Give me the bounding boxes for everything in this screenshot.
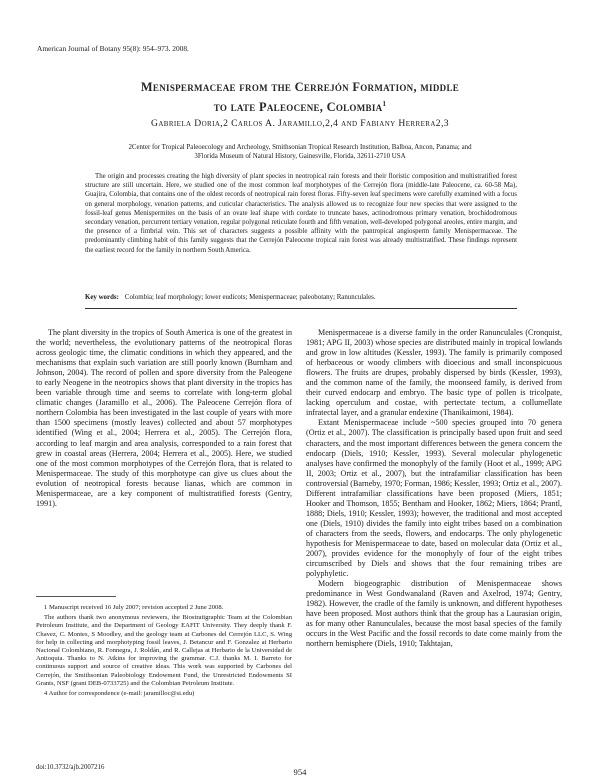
keywords-list: Colombia; leaf morphology; lower eudicots; Menispermaceae; paleobotany; Ranunculales. [124,294,376,301]
footnote-manuscript: 1 Manuscript received 16 July 2007; revision accepted 2 June 2008. [44,604,224,611]
affiliation-1: 2Center for Tropical Paleoecology and Archeology, Smithsonian Tropical Research Institution, Balboa, Ancon, Panama; and [128,144,472,151]
footnote-correspondence: 4 Author for correspondence (e-mail: jaramilloc@si.edu) [44,690,195,698]
article-title [60,79,540,116]
body-paragraph-2: Extant Menispermaceae include ~500 species grouped into 70 genera (Ortiz et al., 2007). The classification is principally based upon fruit and seed characters, and the most important differences between the genera concern the endocarp (Diels, 1910; Kessler, 1993). Several molecular phylogenetic analyses have confirmed the monophyly of the family (Hoot et al., 1999; APG II, 2003; Ortiz et al., 2007), but the intrafamiliar classification has been controversial (Barneby, 1970; Forman, 1986; Kessler, 1993; Ortiz et al., 2007). Different intrafamiliar classifications have been proposed (Miers, 1851; Hooker and Thomson, 1855; Bentham and Hooker, 1862; Miers, 1864; Prantl, 1888; Diels, 1910; Kessler, 1993); however, the traditional and most accepted one (Diels, 1910) divides the family into eight tribes based on a combination of characters from the seeds, flowers, and endocarps. The only phylogenetic hypothesis for Menispermaceae to date, based on molecular data (Ortiz et al., 2007), provides evidence for the monophyly of four of the eight tribes circumscribed by Diels and shows that the four remaining tribes are polyphyletic. [306,418,562,579]
doi: doi:10.3732/ajb.2007216 [36,764,105,771]
title-line-2-text: to late Paleocene, Colombia [213,100,383,115]
keywords-label: Key words: [85,294,119,301]
body-paragraph-1: Menispermaceae is a diverse family in the order Ranunculales (Cronquist, 1981; APG II, 2003) whose species are distributed mainly in tropical lowlands and grow in low altitudes (Kessler, 1993). The family is primarily composed of herbaceous or woody climbers with dioecious and small inconspicuous flowers. The fruits are drupes, probably dispersed by birds (Kessler, 1993), and the common name of the family, the moonseed family, is derived from their curved endocarp and embryo. The basic type of pollen is tricolpate, lacking operculum and costae, with pertectate tectum, a collumellate infratectal layer, and a granular endexine (Thanikaimoni, 1984). [306,328,562,418]
intro-paragraph-1: The plant diversity in the tropics of South America is one of the greatest in the world; nevertheless, the evolutionary patterns of the neotropical floras across geologic time, the climatic conditions in which they appeared, and the mechanisms that explain such variation are still poorly known (Burnham and Johnson, 2004). The record of pollen and spore diversity from the Paleogene to early Neogene in the neotropics shows that plant diversity in the tropics has been variable through time and seems to correlate with long-term global climatic changes (Jaramillo et al., 2006). The Paleocene Cerrejón flora of northern Colombia has been investigated in the last couple of years with more than 1500 specimens (mostly leaves) collected and about 57 morphotypes identified (Wing et al., 2004; Herrera et al., 2005). The Cerrejón flora, according to leaf margin and area analysis, corresponded to a rain forest that grew in coastal areas (Herrera, 2004; Herrera et al., 2005). Here, we studied one of the most common morphotypes of the Cerrejón flora, that is related to Menispermaceae. The study of this morphotype can give us clues about the evolution of neotropical forests because lianas, which are common in Menispermaceae, are a key component of multistratified forests (Gentry, 1991). [36,328,292,508]
footnote-acknowledgments: The authors thank two anonymous reviewers, the Biostratigraphic Team at the Colombian Petroleum Institute, and the Department of Geology EAFIT University. They deeply thank F. Chavez, C. Montes, S Moodley, and the geology team at Carbones del Cerrejón LLC, S. Wing for help in collecting and morphotyping fossil leaves, J. Betancur and F. Gonzalez at Herbario Nacional Colombiano, R. Fonnegra, J. Roldán, and R. Callejas at Herbario de la Universidad de Antioquia. Thanks to N. Atkins for improving the grammar. C.J. thanks M. I. Barreto for continuous support and source of creative ideas. This work was supported by Carbones del Cerrejón, the Smithsonian Paleobiology Endowment Fund, the Unrestricted Endowments SI Grants, NSF (grant DEB-0733725) and the Colombian Petroleum Institute. [36,614,292,687]
affiliation-2: 3Florida Museum of Natural History, Gainesville, Florida, 32611-2710 USA [194,153,406,161]
section-divider [85,308,517,309]
title-line-1: Menispermaceae from the Cerrejón Formation, middle [140,80,460,94]
title-line-2 [60,96,540,116]
footnote-divider [36,596,116,597]
author-list: Gabriela Doria,2 Carlos A. Jaramillo,2,4 and Fabiany Herrera2,3 [151,118,449,129]
journal-citation: American Journal of Botany 95(8): 954–973. 2008. [37,44,189,53]
body-column-right [306,328,562,650]
page-number: 954 [293,767,307,777]
footnotes [36,604,292,700]
affiliations [70,143,530,161]
keywords [85,293,517,302]
abstract: The origin and processes creating the high diversity of plant species in neotropical rain forests and their floristic composition and multistratified forest structure are still uncertain. Here, we studied one of the most common leaf morphotypes of the Cerrejón flora (middle-late Paleocene, ca. 60-58 Ma), Guajira, Colombia, that contains one of the oldest records of neotropical rain forest floras. Fifty-seven leaf specimens were carefully examined with a focus on general morphology, venation patterns, and cuticular characteristics. The analysis allowed us to recognize four new species that were assigned to the fossil-leaf genus Menispermites on the basis of an ovate leaf shape with cordate to truncate bases, actinodromous primary venation, brochidodromous secondary venation, percurrent tertiary venation, regular polygonal reticulate fourth and fifth venation, well-developed polygonal areoles, entire margin, and the presence of a fimbrial vein. This set of characters suggests a possible affinity with the pantropical angiosperm family Menispermaceae. The predominantly climbing habit of this family suggests that the Cerrejón Paleocene tropical rain forest was already multistratified. These findings represent the earliest record for the family in northern South America. [85,173,517,254]
title-footnote-mark: 1 [382,100,387,108]
body-column-left [36,328,292,509]
body-paragraph-3: Modern biogeographic distribution of Menispermaceae shows predominance in West Gondwanaland (Raven and Axelrod, 1974; Gentry, 1982). However, the cradle of the family is unknown, and different hypotheses have been proposed. Most authors think that the group has a Laurasian origin, as for many other Ranunculales, because the most basal species of the family occurs in the West Pacific and the fossil records to date come mainly from the northern hemisphere (Diels, 1910; Takhtajan, [306,579,562,649]
